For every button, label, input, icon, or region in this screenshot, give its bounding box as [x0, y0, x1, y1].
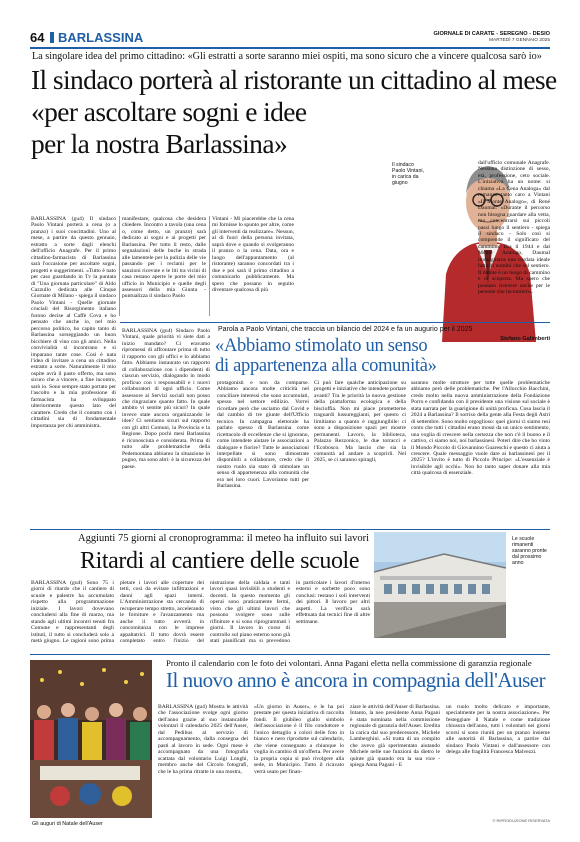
article1-kicker: La singolare idea del primo cittadino: «Gli estratti a sorte saranno miei ospiti, ma sono sicuro che a vincere qualcosa sarò io»: [32, 51, 542, 62]
article3-col2: «Un giorno in Auser», e le ha poi prestate per questa iniziativa di raccolta fondi. Il giubileo giallo simbolo dell'associazione è il filo conduttore e l'unico dettaglio a colori delle foto in bianco e nero riprodotte sul calendario, che viene consegnato a chiunque lo voglia in cambio di un'offerta. Per avere la propria copia si può rivolgere alla sede, in Municipio. Tutto il ricavato verrà usato per finan-: [254, 704, 344, 775]
interview-kicker: Parola a Paolo Vintani, che traccia un bilancio del 2024 e fa un augurio per il 2025: [218, 326, 473, 333]
interview-col1: BARLASSINA (gu4) Sindaco Paolo Vintani, quale priorità vi siete dati a inizio mandato? Ci eravamo ripromessi di affrontare prima di tutto il rapporto con gli uffici e lo abbiamo fatto. Abbiamo instaurato un rapporto di collaborazione con i dipendenti di ciascun servizio, dialogando in modo proficuo con i responsabili e i nuovi collaboratori di ogni ufficio. Come assessore ai Servizi sociali non posso che ringraziare quanto fatto. In quale ambito vi sentite più sicuri? In quale invece state ancora organizzando le idee? Ci sentiamo sicuri sul rapporto con gli altri Comuni, la Provincia e la Regione. Dopo pochi mesi Barlassina è riconosciuta e considerata. Prima di tutto alle problematiche della Pedemontana abbiamo la situazione in pugno, ma sono altri: è la sicurezza del paese.: [122, 328, 210, 470]
interview-col4: saranno molte strutture per tutte quelle problematiche abbiamo però delle problematiche. Per l'Allocchio Bacchini, credo molto nella nuova amministrazione della Fondazione Porro e confidando con il presidente una visione sul sociale è stata narrata per la guarigione di unità proficua. Cosa lascia il 2024 a Barlassina? Il sorriso della gente alla Festa degli Astri di settembre. Sono molto orgoglioso: quei giorni ci siamo resi conto che tutti i cittadini erano mossi da un unico sentimento, una voglia di crescere nella certezza che non c'è il buono e il cattivo, ci siamo noi, noi barlassinesi. Poteri dire che ho vinto il Mondo Piccolo di Giovannino Guareschi e questo ci aiuta a crescere. Quale messaggio vuole dare ai barlassinesi per il 2025? L'invito è tutto di Piccolo Principe: «L'essenziale è invisibile agli occhi». Non ho tanto saper donare alla mia città qualcosa di essenziale.: [411, 380, 550, 477]
col-divider: [209, 216, 210, 316]
auser-photo-caption: Gli auguri di Natale dell'Auser: [32, 821, 103, 827]
article1-headline-line2: «per ascoltare sogni e idee: [31, 96, 307, 127]
interview-headline: [215, 336, 550, 376]
issue-date: MARTEDÌ 7 GENNAIO 2025: [489, 38, 550, 43]
article2-kicker: Aggiunti 75 giorni al cronoprogramma: il meteo ha influito sui lavori: [78, 533, 370, 544]
auser-photo: [30, 660, 152, 818]
page-number: 64: [30, 30, 45, 45]
article3-col4: un ruolo molto delicato e importante, specialmente per la nostra associazione». Per festeggiare il Natale e come tradizione chiusura dell'anno, tutti i volontari nei giorni scorsi si sono riuniti per un pranzo insieme alle autorità di Barlassina, a partire dal sindaco Paolo Vintani e dall'assessore con delega alle fragilità Francesca Malvezzi.: [446, 704, 550, 756]
article2-col4: in particolare i lavori d'interno esterni e sorbette poco sono conclusi: restano i soli interventi dei pittori. Il lavoro per altri aspetti. La verifica sarà effettuata dai tecnici fine di altre settimane.: [296, 580, 370, 625]
article3-col1: BARLASSINA (gu4) Mostra le attività che l'associazione svolge ogni giorno dell'anno grazie al suo instancabile volontari il calendario 2025 dell'Auser, dal Pedibus al servizio di accompagnamento, dalla consegna dei pasti al lavoro in sede. Ogni mese è accompagnato da una fotografia scattata dal volontario Luigi Longhi, membro anche del Circolo fotografi, che le ha prima ritratte in una mostra,: [158, 704, 248, 775]
article1-col1: BARLASSINA (gu4) Il sindaco Paolo Vintani porterà a cena (o a pranzo) i suoi concittadini. Uno al mese, a partire da questo gennaio, estratto a sorte dagli elenchi dell'ufficio Anagrafe. Per il primo cittadino-farmacista di Barlassina sarà l'occasione per ascoltare sogni, progetti e suggerimenti. «Tutto è nato per caso guardando in Tv la puntata di "Una giornata particolare" di Aldo Cazzullo dedicata alle Cinque Giornate di Milano - spiega il sindaco Paolo Vintani - Quelle giornate cruciali del Risorgimento italiano furono decise al Caffè Cova e ho pensato che anche io, nel mio percorso politico, ho capito tanto di Barlassina sorseggiando un buon bicchiere di vino con gli amici. Nella convivialità si incontrano e si imparano tante cose. Così è nata l'idea di invitare a cena un cittadino estratto a sorte. Naturalmente il mio ospite avrà il pasto offerto, ma sono sicuro che a vincere, a fine incontro, sarò io. Sono sempre stato portato per l'ascolto e la mia professione di farmacista ha sviluppato ulteriormente questo lato del carattere. Credo che il contatto con i cittadini sia di fondamentale importanza per chi amministra.: [31, 216, 116, 429]
article2-col2: pletare i lavori alle coperture dei tetti, così da evitare infiltrazioni e danni agli spazi interni. L'Amministrazione sta cercando di recuperare tempo stretto, accelerando le forniture e l'avanzamento ma anche il tutto avverrà in concomitanza con le imprese appaltatrici. Il tutto dovrà essere completato entro l'inizio del: [120, 580, 204, 644]
article1-byline: Stefano Galimberti: [500, 336, 550, 342]
article1-col3: Vintani - Mi piacerebbe che la cena mi fornisse lo spunto per altre, come gli interventi da realizzare». Nessun, al di fuori della persona invitata, saprà dove e quando si svolgeranno il pranzo o la cena. Data, ora e luogo dell'appuntamento (al ristorante) saranno concordati tra i due e poi sarà il primo cittadino a comunicarlo pubblicamente. Ma spero che possano in seguito diventare qualcosa di più: [212, 216, 294, 293]
school-photo-caption: Le scuole rimanenti saranno pronte dal prossimo anno: [512, 536, 547, 566]
article2-headline: Ritardi al cantiere delle scuole: [80, 548, 360, 574]
article1-headline-line3: per la nostra Barlassina»: [31, 128, 288, 159]
interview-col2: protagonisti e non da comparse. Abbiamo ancora molte criticità nel conciliare interessi che sono accumulati, spesso nel settore edilizio. Vorrei ricordare però che usciamo dal Covid e dal cambio di tre giunte dell'Ufficio tecnico. In campagna elettorale ha parlato spesso di Barlassina come ricettacolo di eccellenze che si ignorano, come intendete aiutare le associazioni a dialogare e fiorire? Tutte le associazioni interpellate si sono dimostrate disponibili a collaborare, credo che il nostro ruolo sia stato di stimolare un senso di appartenenza alla comunità che era nei loro cuori. Lavoriamo tutti per Barlassina.: [217, 380, 309, 490]
article3-headline: Il nuovo anno è ancora in compagnia dell'Auser: [166, 668, 546, 692]
interview-headline-line2: di appartenenza alla comunità»: [215, 356, 437, 376]
interview-headline-line1: «Abbiamo stimolato un senso: [215, 336, 428, 356]
article2-col1: BARLASSINA (gu4) Sono 75 i giorni di ritardo che il cantiere di scuole e palestre ha accumulato rispetto alla programmazione iniziale. I lavori dovevano concludersi alla fine di marzo, ma stando agli ultimi incontri tenuti fra Comune e rappresentanti degli istituti, il tutto si concluderà solo a metà giugno. Le ragioni sono prima: [31, 580, 114, 644]
article2-rule: [30, 529, 550, 530]
article3-col3: ziare le attività dell'Auser di Barlassina. Intanto, la neo presidente Anna Pagani è stata nominata nella commissione regionale di garanzia dell'Auser. Eredita la carica dal suo predecessore, Michele Lamberghini. «Si tratta di un compito che avevo già sperimentato aiutando Michele nelle sue funzioni da dietro le quinte già quando era la sua vice - spiega Anna Pagani - E: [350, 704, 440, 769]
col-divider: [119, 216, 120, 316]
article1-col2: manifestare, qualcosa che desidera chiedere. Incontro a tavola (una cena o, come detto, un pranzo) sarà dedicato ai sogni e ai progetti per Barlassina. Per tutto il resto, dalle segnalazioni delle buche in strada alle lamentele per la pulizia delle vie passando per i reclami per le sanzioni ricevute e le liti tra vicini di casa restano aperte le porte del mio ufficio in Municipio e quelle degli assessori della mia Giunta - puntualizza il sindaco Paolo: [122, 216, 206, 300]
copyright-credit: © RIPRODUZIONE RISERVATA: [492, 818, 550, 823]
mayor-photo-caption: Il sindaco Paolo Vintani, in carica da giugno: [392, 162, 424, 186]
article2-col3: nistrazione della caldaia e tanti lavori quasi invisibili a studenti e docenti. In questo momento gli operai sono praticamente fermi, visto che gli ultimi lavori che possono svolgere sono sulle rifiniture e si sono riprogrammati i giorni. Il lavoro in corso di controllo sul piano esterno sono già stati pianificati ma si prevedono: [210, 580, 290, 644]
article1-headline: [31, 64, 557, 160]
section-bar: [50, 32, 54, 43]
school-photo: [374, 532, 506, 638]
article3-rule: [30, 654, 550, 655]
page-header: [30, 30, 550, 46]
article3-kicker: Pronto il calendario con le foto dei volontari. Anna Pagani eletta nella commissione di garanzia regionale: [166, 658, 532, 668]
section-title: BARLASSINA: [58, 30, 144, 45]
interview-col3: Ci può fare qualche anticipazione su progetti e iniziative che intendete portare avanti? Tra le priorità la nuova gestione della piattaforma ecologica e della biscioffia. Non mi piace prometterne traguardi lussureggianti, per questo ci limitiamo a quanto è raggiungibile: ci sono a disposizione spazi per mostre permanenti. Lavoro, la biblioteca, Palazzo Rezzonico, le due torracci e l'Ecobosco. Ma lascio che sia la comunità ad andare a scoprirli. Nel 2025, se ci saranno spiragli,: [314, 380, 406, 464]
header-rule: [30, 47, 550, 49]
article1-col4: dall'ufficio comunale Anagrafe. Nessuna distinzione di sesso, età, professione, ceto sociale. L'iniziativa ha un nome: si chiama «La Cena Analoga» dal romanzo tanto caro a Vintani «Il Monte Analogo», di René Daumal: «Durante il percorso non bisogna guardare alla vetta, ma concentrarsi sui piccoli passi lungo il sentiero - spiega il sindaco - Solo così si comprende il significato del cammino. Era il 1944 e dal Monte Analogo, Daumal immaginava una cordata ideale fatta di uomini che sul sentiero. Il monte è un luogo di cammino e di scoperta. Ma spero che possano ricevere anche per le persone che incontrerò».: [478, 160, 550, 296]
article1-headline-line1: Il sindaco porterà al ristorante un cittadino al mese: [31, 64, 557, 95]
newspaper-name: GIORNALE DI CARATE - SEREGNO - DESIO: [433, 31, 550, 37]
